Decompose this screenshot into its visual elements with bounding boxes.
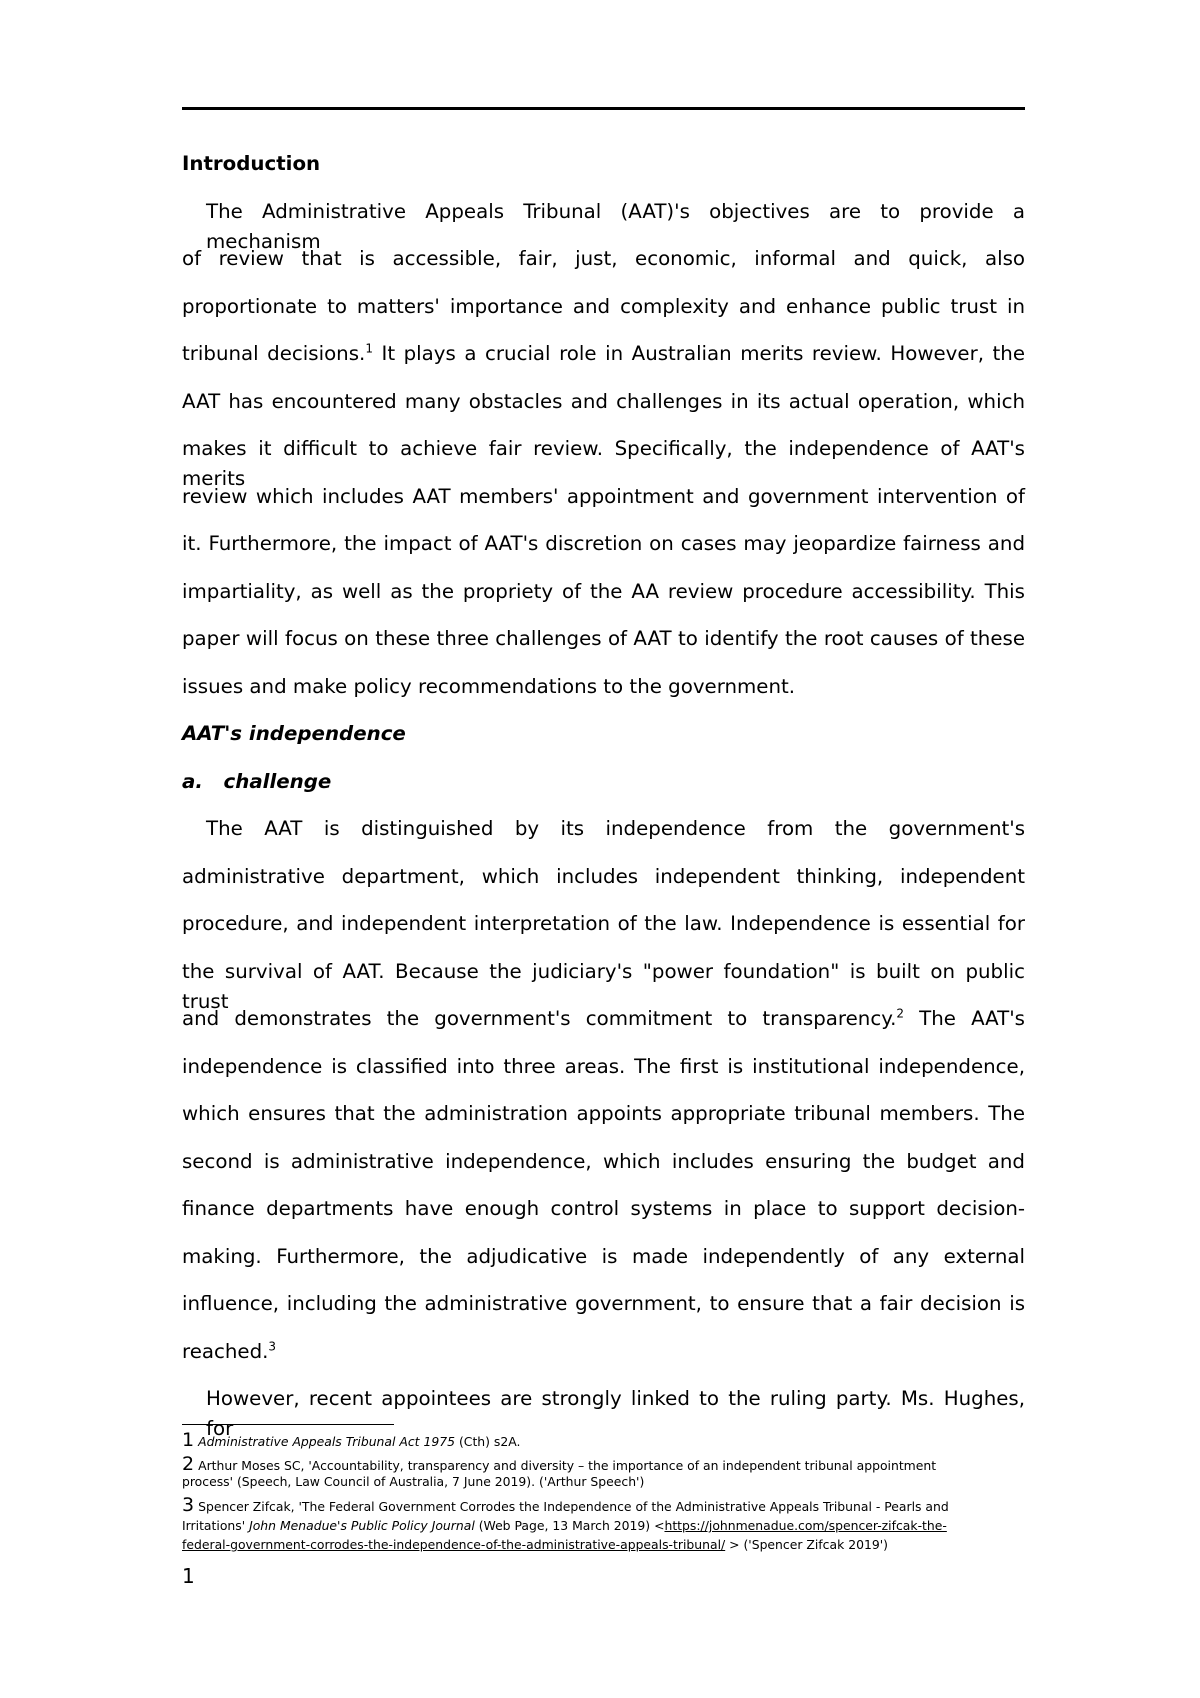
paragraph-line: making. Furthermore, the adjudicative is made independently of any external [182,1244,1025,1268]
subsection-heading: a. challenge [182,769,332,793]
paragraph-line: paper will focus on these three challenges of AAT to identify the root causes of these [182,627,1025,650]
journal-title: John Menadue's Public Policy Journal [249,1518,475,1533]
paragraph-line: influence, including the administrative government, to ensure that a fair decision is [182,1292,1025,1315]
footnote-link[interactable]: https://johnmenadue.com/spencer-zifcak-the- [664,1518,947,1533]
paragraph-line: finance departments have enough control systems in place to support decision- [182,1197,1025,1220]
paragraph-line: impartiality, as well as the propriety of the AA review procedure accessibility. This [182,579,1025,603]
paragraph-text: tribunal decisions. [182,342,366,365]
footnote-text: (Cth) s2A. [455,1434,521,1449]
paragraph-text: It plays a crucial role in Australian merits review. However, the [372,342,1025,365]
header-rule [182,107,1025,110]
footnote-3 [182,1494,1025,1516]
footnote-number: 2 [182,1453,195,1475]
footnote-number: 3 [182,1494,195,1516]
paragraph-line: The Administrative Appeals Tribunal (AAT)'s objectives are to provide a mechanism [206,199,1025,253]
footnote-text: Spencer Zifcak, 'The Federal Government Corrodes the Independence of the Administrative Appeals Tribunal - Pearls and [198,1499,949,1514]
statute-title: Administrative Appeals Tribunal Act 1975 [198,1434,456,1449]
paragraph-text: and demonstrates the government's commitment to transparency. [182,1007,897,1030]
paragraph-line: independence is classified into three areas. The first is institutional independence, [182,1054,1025,1078]
footnote-2-cont: process' (Speech, Law Council of Australia, 7 June 2019). ('Arthur Speech') [182,1474,645,1489]
paragraph-text: The AAT's [904,1007,1025,1030]
section-heading: AAT's independence [182,722,406,745]
paragraph-text: reached. [182,1339,269,1363]
paragraph-line: proportionate to matters' importance and complexity and enhance public trust in [182,294,1025,318]
footnote-3-cont [182,1518,1025,1534]
page-number: 1 [182,1564,195,1588]
paragraph-line: the survival of AAT. Because the judiciary's "power foundation" is built on public trust [182,959,1025,1013]
paragraph-line: it. Furthermore, the impact of AAT's discretion on cases may jeopardize fairness and [182,532,1025,555]
paragraph-line [182,339,1025,387]
paragraph-line: AAT has encountered many obstacles and challenges in its actual operation, which [182,389,1025,413]
paragraph-line: review which includes AAT members' appointment and government intervention of [182,484,1025,508]
footnote-2 [182,1453,1025,1475]
footnote-text: (Web Page, 13 March 2019) < [474,1518,665,1533]
paragraph-line [182,1337,1025,1385]
document-body [182,149,1025,1440]
paragraph-line: of review that is accessible, fair, just, economic, informal and quick, also [182,247,1025,270]
footnote-text: > ('Spencer Zifcak 2019') [725,1537,888,1552]
paragraph-line: administrative department, which includes independent thinking, independent [182,864,1025,888]
footnote-number: 1 [182,1429,195,1451]
paragraph-line: procedure, and independent interpretation of the law. Independence is essential for [182,912,1025,935]
paragraph-line: makes it difficult to achieve fair review. Specifically, the independence of AAT's merits [182,437,1025,490]
paragraph-line: second is administrative independence, which includes ensuring the budget and [182,1149,1025,1173]
intro-heading: Introduction [182,152,321,175]
paragraph-line: The AAT is distinguished by its independence from the government's [206,817,1025,840]
paragraph-line [182,1004,1025,1052]
footnote-text: Arthur Moses SC, 'Accountability, transparency and diversity – the importance of an independent tribunal appointment [198,1458,937,1473]
footnote-1 [182,1429,1025,1451]
paragraph-line: issues and make policy recommendations to the government. [182,674,796,698]
footnote-3-cont [182,1537,1025,1553]
footnote-text: Irritations' [182,1518,250,1533]
footnote-separator [182,1424,394,1425]
footnote-ref-1[interactable]: 1 [365,341,373,356]
paragraph-line: However, recent appointees are strongly linked to the ruling party. Ms. Hughes, for [206,1387,1025,1440]
footnote-ref-2[interactable]: 2 [896,1006,905,1021]
footnote-link[interactable]: federal-government-corrodes-the-independence-of-the-administrative-appeals-tribunal/ [182,1537,726,1552]
footnote-ref-3[interactable]: 3 [268,1338,277,1353]
paragraph-line: which ensures that the administration appoints appropriate tribunal members. The [182,1102,1025,1125]
